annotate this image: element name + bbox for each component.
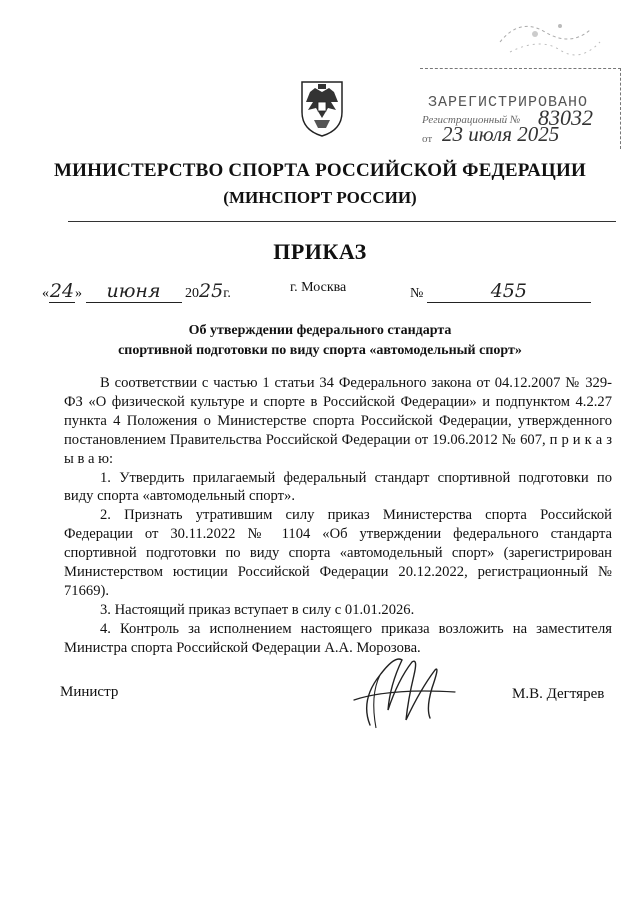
handwritten-signature	[340, 640, 460, 740]
order-number-label: №	[410, 286, 424, 301]
date-month: июня	[86, 280, 182, 303]
date-day: 24	[49, 280, 75, 302]
stamp-reg-number: 83032	[538, 105, 593, 130]
coat-of-arms-icon	[296, 78, 348, 138]
body-item-4: 4. Контроль за исполнением настоящего приказа возложить на заместителя Министра спорта Российской Федерации А.А. Морозова.	[64, 620, 612, 656]
ministry-name: МИНИСТЕРСТВО СПОРТА РОССИЙСКОЙ ФЕДЕРАЦИИ	[54, 160, 586, 181]
stamp-date-value: 23 июля 2025	[442, 122, 560, 146]
date-field: «24» июня 2025г.	[42, 280, 231, 302]
body-item-3: 3. Настоящий приказ вступает в силу с 01.01.2026.	[100, 601, 415, 618]
body-item-1: 1. Утвердить прилагаемый федеральный стандарт спортивной подготовки по виду спорта «автомодельный спорт».	[64, 469, 612, 505]
date-year-suffix: 25	[199, 280, 224, 302]
stamp-label: ЗАРЕГИСТРИРОВАНО	[428, 94, 589, 111]
city: г. Москва	[290, 280, 347, 295]
order-title-line2: спортивной подготовки по виду спорта «автомодельный спорт»	[118, 343, 522, 358]
stamp-seal-icon	[490, 12, 610, 62]
registration-stamp	[410, 12, 628, 144]
body-item-2: 2. Признать утратившим силу приказ Министерства спорта Российской Федерации от 30.11.2022 № 1104 «Об утверждении федерального стандарта спортивной подготовки по виду спорта «автомодельный спорт» (зарегистрирован Министерством юстиции Российской Федерации 20.12.2022, регистрационный № 71669).	[64, 507, 612, 599]
order-title-line1: Об утверждении федерального стандарта	[188, 323, 452, 338]
order-number: 455	[427, 280, 591, 303]
document-type: ПРИКАЗ	[273, 239, 367, 264]
body-preamble: В соответствии с частью 1 статьи 34 Федерального закона от 04.12.2007 № 329-ФЗ «О физической культуре и спорте в Российской Федерации» и подпунктом 4.2.27 пункта 4 Положения о Министерстве спорта Российской Федерации, утвержденного постановлением Правительства Российской Федерации от 19.06.2012 № 607, п р и к а з ы в а ю:	[64, 375, 612, 467]
ministry-short-name: (МИНСПОРТ РОССИИ)	[223, 188, 417, 207]
header-divider	[68, 221, 616, 222]
date-year-prefix: 20	[185, 286, 199, 301]
signatory-name: М.В. Дегтярев	[512, 686, 605, 702]
signatory-position: Министр	[60, 684, 119, 700]
date-year-unit: г.	[223, 286, 231, 301]
stamp-date-label: от	[422, 133, 433, 145]
order-body	[64, 374, 612, 658]
order-number-field	[410, 280, 591, 303]
stamp-reg-label: Регистрационный №	[422, 114, 521, 126]
